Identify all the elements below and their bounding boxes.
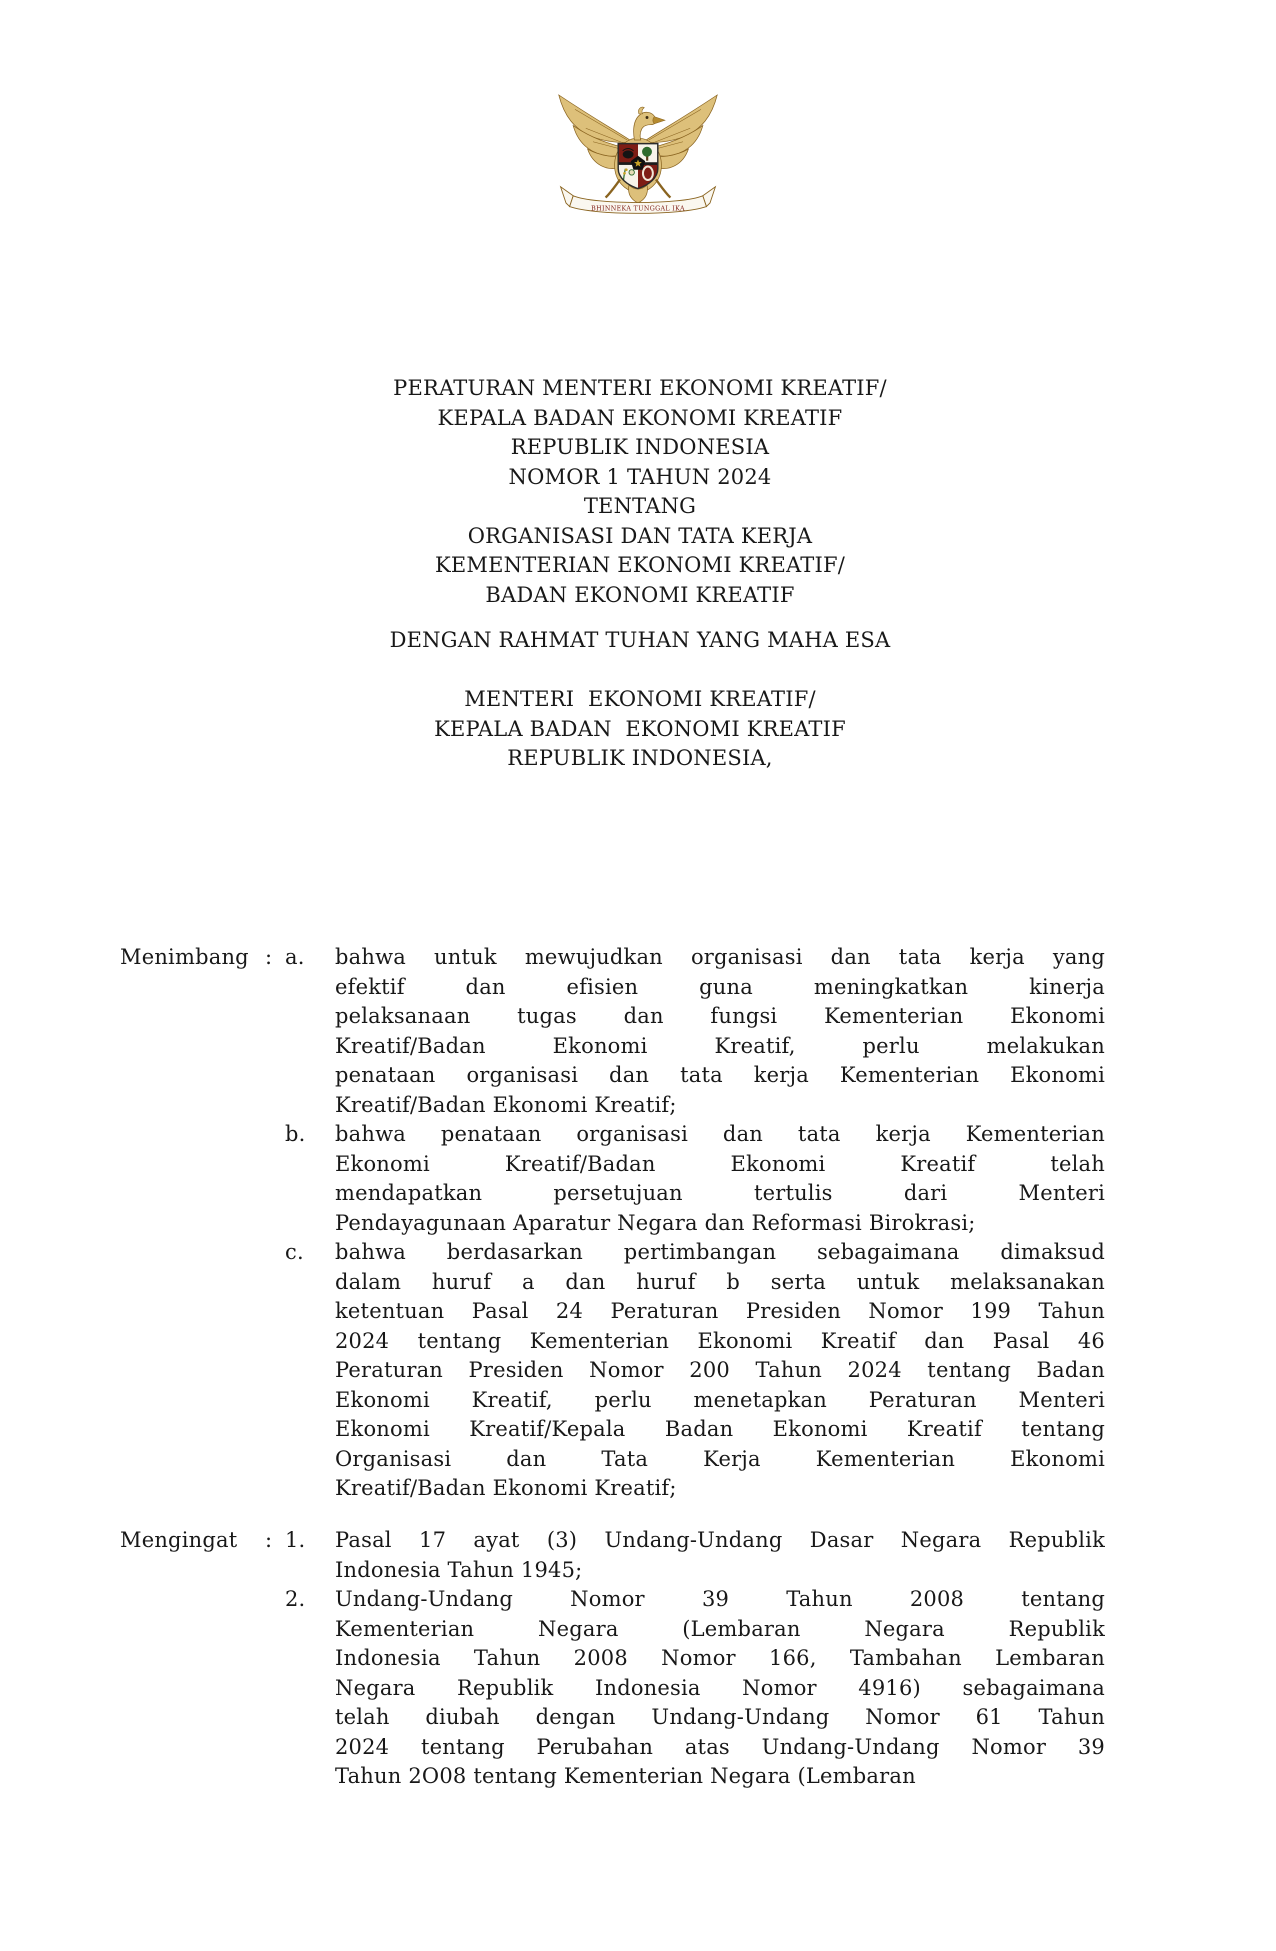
- text-line: telah diubah dengan Undang-Undang Nomor 61 Tahun: [335, 1705, 1105, 1729]
- item-marker: 1.: [285, 1528, 306, 1552]
- considering-item-b: [285, 1120, 1105, 1238]
- item-marker: 2.: [285, 1587, 306, 1611]
- issuer-title: [120, 685, 1160, 774]
- colon-separator: :: [265, 1528, 273, 1552]
- considering-item-a: [285, 943, 1105, 1120]
- text-line: Kementerian Negara (Lembaran Negara Republik: [335, 1616, 1105, 1641]
- invocation-line: DENGAN RAHMAT TUHAN YANG MAHA ESA: [389, 628, 891, 652]
- text-line: Ekonomi Kreatif, perlu menetapkan Peraturan Menteri: [335, 1387, 1105, 1412]
- item-marker: c.: [285, 1240, 304, 1264]
- text-line: Negara Republik Indonesia Nomor 4916) sebagaimana: [335, 1675, 1105, 1700]
- text-line: 2024 tentang Kementerian Ekonomi Kreatif dan Pasal 46: [335, 1328, 1105, 1353]
- text-line: 2024 tentang Perubahan atas Undang-Undang Nomor 39: [335, 1734, 1105, 1759]
- text-line: KEPALA BADAN EKONOMI KREATIF: [434, 716, 846, 741]
- text-line: bahwa berdasarkan pertimbangan sebagaimana dimaksud: [335, 1240, 1105, 1264]
- colon-separator: :: [265, 945, 273, 969]
- text-line: penataan organisasi dan tata kerja Kementerian Ekonomi: [335, 1063, 1105, 1087]
- text-line: dalam huruf a dan huruf b serta untuk melaksanakan: [335, 1269, 1105, 1294]
- text-line: KEMENTERIAN EKONOMI KREATIF/: [434, 553, 845, 577]
- text-line: PERATURAN MENTERI EKONOMI KREATIF/: [393, 376, 887, 400]
- text-line: BADAN EKONOMI KREATIF: [485, 582, 795, 607]
- considering-items: [285, 943, 1105, 1504]
- text-line: Ekonomi Kreatif/Kepala Badan Ekonomi Kreatif tentang: [335, 1417, 1105, 1441]
- text-line: NOMOR 1 TAHUN 2024: [508, 464, 772, 489]
- text-line: REPUBLIK INDONESIA: [510, 435, 770, 459]
- text-line: Indonesia Tahun 1945;: [335, 1557, 583, 1582]
- text-line: KEPALA BADAN EKONOMI KREATIF: [437, 405, 843, 430]
- recalling-section: [120, 1526, 1105, 1792]
- item-text: [335, 943, 1105, 1120]
- recalling-label: Mengingat: [120, 1528, 238, 1552]
- considering-label: Menimbang: [120, 945, 249, 969]
- item-text: [335, 1120, 1105, 1238]
- text-line: ketentuan Pasal 24 Peraturan Presiden Nomor 199 Tahun: [335, 1299, 1105, 1323]
- regulation-title: [120, 374, 1160, 610]
- text-line: REPUBLIK INDONESIA,: [507, 746, 773, 770]
- text-line: Pasal 17 ayat (3) Undang-Undang Dasar Negara Republik: [335, 1528, 1105, 1552]
- item-marker: b.: [285, 1122, 306, 1146]
- text-line: mendapatkan persetujuan tertulis dari Menteri: [335, 1181, 1105, 1205]
- text-line: Ekonomi Kreatif/Badan Ekonomi Kreatif telah: [335, 1151, 1105, 1176]
- text-line: Kreatif/Badan Ekonomi Kreatif;: [335, 1476, 677, 1500]
- text-line: TENTANG: [583, 494, 697, 518]
- text-line: Kreatif/Badan Ekonomi Kreatif;: [335, 1092, 677, 1117]
- item-marker: a.: [285, 945, 305, 969]
- considering-section: [120, 943, 1105, 1504]
- text-line: efektif dan efisien guna meningkatkan kinerja: [335, 974, 1105, 999]
- text-line: Indonesia Tahun 2008 Nomor 166, Tambahan Lembaran: [335, 1646, 1105, 1670]
- text-line: Organisasi dan Tata Kerja Kementerian Ekonomi: [335, 1446, 1105, 1471]
- text-line: bahwa penataan organisasi dan tata kerja Kementerian: [335, 1122, 1105, 1146]
- recalling-items: [285, 1526, 1105, 1792]
- text-line: Undang-Undang Nomor 39 Tahun 2008 tentang: [335, 1587, 1105, 1611]
- garuda-pancasila-emblem: [548, 86, 728, 221]
- considering-item-c: [285, 1238, 1105, 1504]
- text-line: ORGANISASI DAN TATA KERJA: [467, 523, 813, 548]
- item-text: [335, 1238, 1105, 1504]
- item-text: [335, 1526, 1105, 1585]
- text-line: MENTERI EKONOMI KREATIF/: [464, 687, 816, 711]
- recalling-item-2: [285, 1585, 1105, 1792]
- item-text: [335, 1585, 1105, 1792]
- text-line: pelaksanaan tugas dan fungsi Kementerian Ekonomi: [335, 1004, 1105, 1028]
- text-line: bahwa untuk mewujudkan organisasi dan tata kerja yang: [335, 945, 1105, 969]
- text-line: Tahun 2O08 tentang Kementerian Negara (Lembaran: [335, 1764, 916, 1788]
- text-line: Kreatif/Badan Ekonomi Kreatif, perlu melakukan: [335, 1033, 1105, 1058]
- text-line: Peraturan Presiden Nomor 200 Tahun 2024 tentang Badan: [335, 1358, 1105, 1382]
- recalling-item-1: [285, 1526, 1105, 1585]
- motto-text: BHINNEKA TUNGGAL IKA: [591, 205, 685, 213]
- text-line: Pendayagunaan Aparatur Negara dan Reformasi Birokrasi;: [335, 1210, 976, 1235]
